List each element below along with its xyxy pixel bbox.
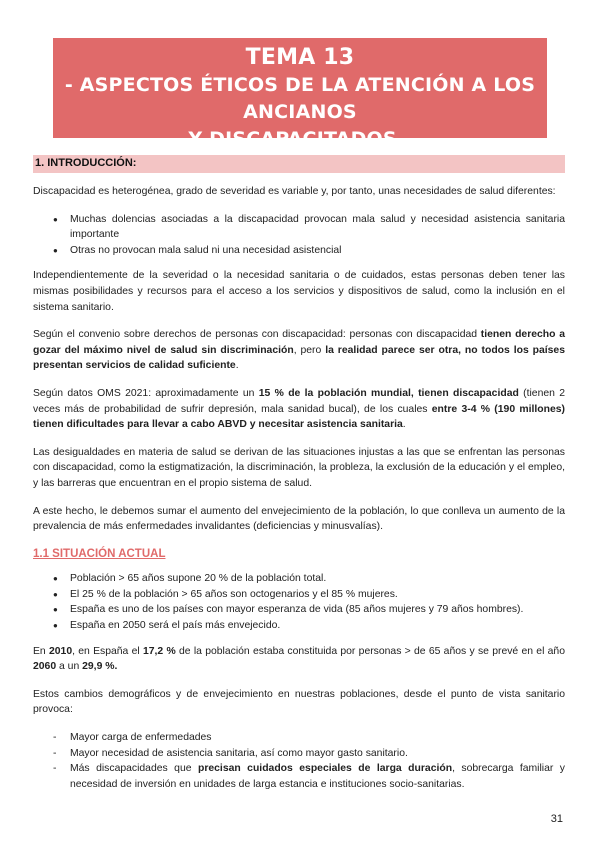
- intro-paragraph-2: Independientemente de la severidad o la necesidad sanitaria o de cuidados, estas personas deben tener las mismas posibilidades y recursos para el acceso a los servicios y dispositivos de salud, como la inclusión en el sistema sanitario.: [33, 270, 565, 313]
- document-body: [33, 184, 565, 802]
- text-run: de la población estaba constituida por personas > de 65 años y se prevé en el año: [175, 645, 565, 657]
- list-item: ● Población > 65 años supone 20 % de la población total.: [70, 571, 565, 587]
- text-run: , sobrecarga familiar y necesidad de inversión en unidades de larga estancia e instituciones socio-sanitarias.: [70, 763, 565, 790]
- title-banner: [53, 38, 547, 150]
- section-heading-bar: [33, 155, 565, 173]
- situation-paragraph-1: [33, 644, 565, 675]
- text-run: .: [235, 360, 239, 372]
- title-line-3: Y DISCAPACITADOS -: [188, 128, 412, 150]
- situation-paragraph-2: Estos cambios demográficos y de envejecimiento en nuestras poblaciones, desde el punto de vista sanitario provoca:: [33, 688, 565, 716]
- text-run: .: [402, 419, 406, 431]
- bold-run: 15 % de la población mundial, tienen discapacidad: [258, 387, 519, 399]
- list-item: - Mayor necesidad de asistencia sanitaria, así como mayor gasto sanitario.: [70, 746, 565, 762]
- bold-run: tienen derecho a gozar del máximo nivel de salud sin discriminación: [33, 329, 565, 356]
- bold-run: 29,9 %.: [82, 661, 118, 673]
- list-item: ● España es uno de los países con mayor esperanza de vida (85 años mujeres y 79 años hombres).: [70, 602, 565, 618]
- text-run: , en España el: [72, 645, 143, 657]
- intro-paragraph-4: [33, 386, 565, 433]
- text-run: En: [33, 645, 49, 657]
- subsection-heading: 1.1 SITUACIÓN ACTUAL: [33, 547, 166, 560]
- list-item: [70, 761, 565, 792]
- list-item: ● España en 2050 será el país más envejecido.: [70, 618, 565, 634]
- list-item: ● Otras no provocan mala salud ni una necesidad asistencial: [70, 243, 565, 259]
- bold-run: la realidad parece ser otra, no todos los países presentan servicios de calidad suficiente: [33, 344, 565, 372]
- text-run: , pero: [293, 344, 326, 356]
- list-item: ● El 25 % de la población > 65 años son octogenarios y el 85 % mujeres.: [70, 587, 565, 603]
- text-run: Según el convenio sobre derechos de personas con discapacidad: personas con discapacidad: [33, 329, 481, 341]
- page-number: 31: [550, 813, 563, 825]
- text-run: Más discapacidades que: [70, 763, 198, 775]
- bold-run: 2010: [48, 645, 73, 657]
- intro-paragraph-5: Las desigualdades en materia de salud se derivan de las situaciones injustas a las que se enfrentan las personas con discapacidad, como la estigmatización, la discriminación, la probleza, la exclusión de la educación y el empleo, y las barreras que encuentran en el propio sistema de salud.: [33, 446, 565, 489]
- text-run: Según datos OMS 2021: aproximadamente un: [33, 387, 259, 399]
- title-line-2: - ASPECTOS ÉTICOS DE LA ATENCIÓN A LOS ANCIANOS: [64, 74, 536, 123]
- bold-run: 2060: [33, 661, 57, 673]
- bold-run: 17,2 %: [142, 645, 176, 657]
- bold-run: entre 3-4 % (190 millones) tienen dificultades para llevar a cabo ABVD y necesitar asistencia sanitaria: [33, 403, 565, 431]
- section-heading: 1. INTRODUCCIÓN:: [35, 157, 137, 169]
- list-item: ● Muchas dolencias asociadas a la discapacidad provocan mala salud y necesidad asistencia sanitaria importante: [70, 212, 565, 243]
- text-run: (tienen 2 veces más de probabilidad de sufrir depresión, mala sanidad bucal), de los cuales: [33, 387, 566, 415]
- title-line-1: TEMA 13: [245, 45, 355, 70]
- bold-run: precisan cuidados especiales de larga duración: [197, 763, 453, 775]
- intro-paragraph-3: [33, 327, 565, 374]
- intro-paragraph-1: Discapacidad es heterogénea, grado de severidad es variable y, por tanto, unas necesidades de salud diferentes:: [33, 186, 556, 197]
- intro-bullet-list: [33, 212, 565, 259]
- list-item: - Mayor carga de enfermedades: [70, 730, 565, 746]
- text-run: a un: [56, 661, 83, 673]
- situation-bullet-list: [33, 571, 565, 633]
- consequences-dash-list: [33, 730, 565, 792]
- intro-paragraph-6: A este hecho, le debemos sumar el aumento del envejecimiento de la población, lo que conlleva un aumento de la prevalencia de más enfermedades invalidantes (deficiencias y minusvalías).: [33, 505, 565, 533]
